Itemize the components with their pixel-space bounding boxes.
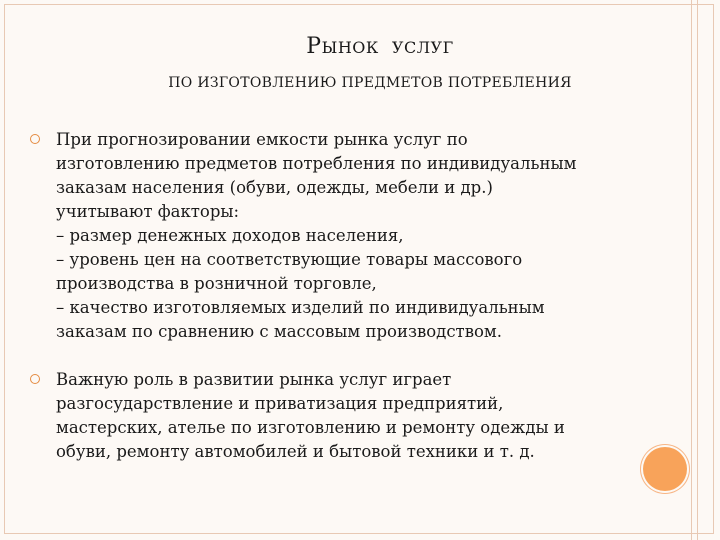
bullet-text-line: Важную роль в развитии рынка услуг играет: [56, 370, 452, 389]
bullet-text-line: – уровень цен на соответствующие товары массового: [56, 250, 523, 269]
bullet-text-line: разгосударствление и приватизация предприятий,: [56, 394, 504, 413]
bullet-circle-icon: [30, 134, 40, 144]
bullet-text-line: заказам населения (обуви, одежды, мебели и др.): [56, 178, 493, 197]
bullet-text-line: обуви, ремонту автомобилей и бытовой техники и т. д.: [56, 442, 535, 461]
title-initial: Р: [306, 34, 322, 59]
bullet-item-2: [30, 368, 650, 464]
title-line-2: ПО ИЗГОТОВЛЕНИЮ ПРЕДМЕТОВ ПОТРЕБЛЕНИЯ: [168, 75, 572, 91]
title-line-1: [0, 34, 720, 59]
slide-title: [0, 34, 720, 91]
bullet-text-line: – размер денежных доходов населения,: [56, 226, 404, 245]
bullet-text-line: При прогнозировании емкости рынка услуг по: [56, 130, 468, 149]
title-word-2: УСЛУГ: [391, 38, 454, 57]
bullet-text-line: заказам по сравнению с массовым производством.: [56, 322, 502, 341]
bullet-text-line: учитывают факторы:: [56, 202, 240, 221]
decorative-circle: [643, 447, 687, 491]
title-word-1: ЫНОК: [321, 38, 379, 57]
bullet-circle-icon: [30, 374, 40, 384]
bullet-text-line: мастерских, ателье по изготовлению и ремонту одежды и: [56, 418, 565, 437]
bullet-text-line: изготовлению предметов потребления по индивидуальным: [56, 154, 577, 173]
bullet-text-line: производства в розничной торговле,: [56, 274, 377, 293]
slide-content: [30, 128, 650, 488]
bullet-text-line: – качество изготовляемых изделий по индивидуальным: [56, 298, 545, 317]
bullet-item-1: [30, 128, 650, 344]
